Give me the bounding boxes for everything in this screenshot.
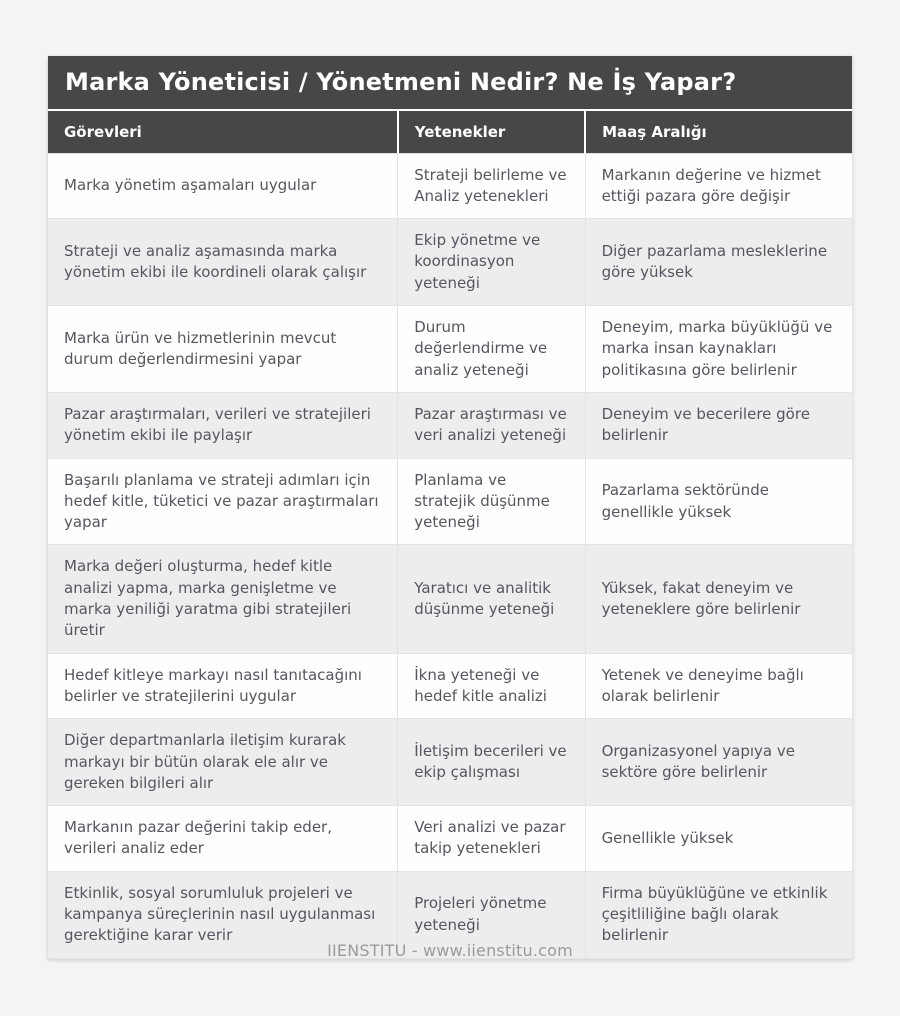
page-title: Marka Yöneticisi / Yönetmeni Nedir? Ne İş Yapar? — [48, 56, 852, 109]
cell-maas: Deneyim, marka büyüklüğü ve marka insan kaynakları politikasına göre belirlenir — [585, 306, 852, 393]
table-row — [48, 653, 852, 719]
table-row — [48, 306, 852, 393]
cell-maas: Markanın değerine ve hizmet ettiği pazara göre değişir — [585, 153, 852, 219]
cell-gorev: Etkinlik, sosyal sorumluluk projeleri ve kampanya süreçlerinin nasıl uygulanması gerektiğine karar verir — [48, 871, 398, 958]
table-row — [48, 458, 852, 545]
cell-gorev: Diğer departmanlarla iletişim kurarak markayı bir bütün olarak ele alır ve gereken bilgileri alır — [48, 719, 398, 806]
table-body — [48, 153, 852, 958]
table-row — [48, 806, 852, 872]
cell-yetenek: Projeleri yönetme yeteneği — [398, 871, 585, 958]
brand-manager-table — [48, 109, 852, 959]
column-header-maas-araligi: Maaş Aralığı — [585, 110, 852, 154]
table-row — [48, 719, 852, 806]
footer-attribution: IIENSTITU - www.iienstitu.com — [327, 941, 573, 960]
cell-maas: Yüksek, fakat deneyim ve yeteneklere göre belirlenir — [585, 545, 852, 653]
header-row — [48, 110, 852, 154]
cell-yetenek: Strateji belirleme ve Analiz yetenekleri — [398, 153, 585, 219]
cell-gorev: Başarılı planlama ve strateji adımları için hedef kitle, tüketici ve pazar araştırmaları yapar — [48, 458, 398, 545]
table-header — [48, 110, 852, 154]
table-row — [48, 545, 852, 653]
cell-yetenek: İletişim becerileri ve ekip çalışması — [398, 719, 585, 806]
cell-maas: Organizasyonel yapıya ve sektöre göre belirlenir — [585, 719, 852, 806]
cell-maas: Firma büyüklüğüne ve etkinlik çeşitliliğine bağlı olarak belirlenir — [585, 871, 852, 958]
cell-gorev: Marka yönetim aşamaları uygular — [48, 153, 398, 219]
cell-maas: Deneyim ve becerilere göre belirlenir — [585, 392, 852, 458]
cell-gorev: Markanın pazar değerini takip eder, verileri analiz eder — [48, 806, 398, 872]
cell-yetenek: Veri analizi ve pazar takip yetenekleri — [398, 806, 585, 872]
column-header-gorevleri: Görevleri — [48, 110, 398, 154]
cell-gorev: Pazar araştırmaları, verileri ve stratejileri yönetim ekibi ile paylaşır — [48, 392, 398, 458]
brand-manager-table-card — [48, 56, 852, 959]
cell-gorev: Marka ürün ve hizmetlerinin mevcut durum değerlendirmesini yapar — [48, 306, 398, 393]
table-row — [48, 392, 852, 458]
cell-maas: Diğer pazarlama mesleklerine göre yüksek — [585, 219, 852, 306]
cell-yetenek: Pazar araştırması ve veri analizi yeteneği — [398, 392, 585, 458]
table-row — [48, 219, 852, 306]
table-row — [48, 153, 852, 219]
cell-yetenek: İkna yeteneği ve hedef kitle analizi — [398, 653, 585, 719]
cell-gorev: Strateji ve analiz aşamasında marka yönetim ekibi ile koordineli olarak çalışır — [48, 219, 398, 306]
cell-yetenek: Yaratıcı ve analitik düşünme yeteneği — [398, 545, 585, 653]
cell-gorev: Marka değeri oluşturma, hedef kitle analizi yapma, marka genişletme ve marka yeniliği yaratma gibi stratejileri üretir — [48, 545, 398, 653]
column-header-yetenekler: Yetenekler — [398, 110, 585, 154]
cell-maas: Yetenek ve deneyime bağlı olarak belirlenir — [585, 653, 852, 719]
cell-yetenek: Ekip yönetme ve koordinasyon yeteneği — [398, 219, 585, 306]
cell-maas: Genellikle yüksek — [585, 806, 852, 872]
cell-gorev: Hedef kitleye markayı nasıl tanıtacağını belirler ve stratejilerini uygular — [48, 653, 398, 719]
cell-yetenek: Durum değerlendirme ve analiz yeteneği — [398, 306, 585, 393]
cell-yetenek: Planlama ve stratejik düşünme yeteneği — [398, 458, 585, 545]
cell-maas: Pazarlama sektöründe genellikle yüksek — [585, 458, 852, 545]
